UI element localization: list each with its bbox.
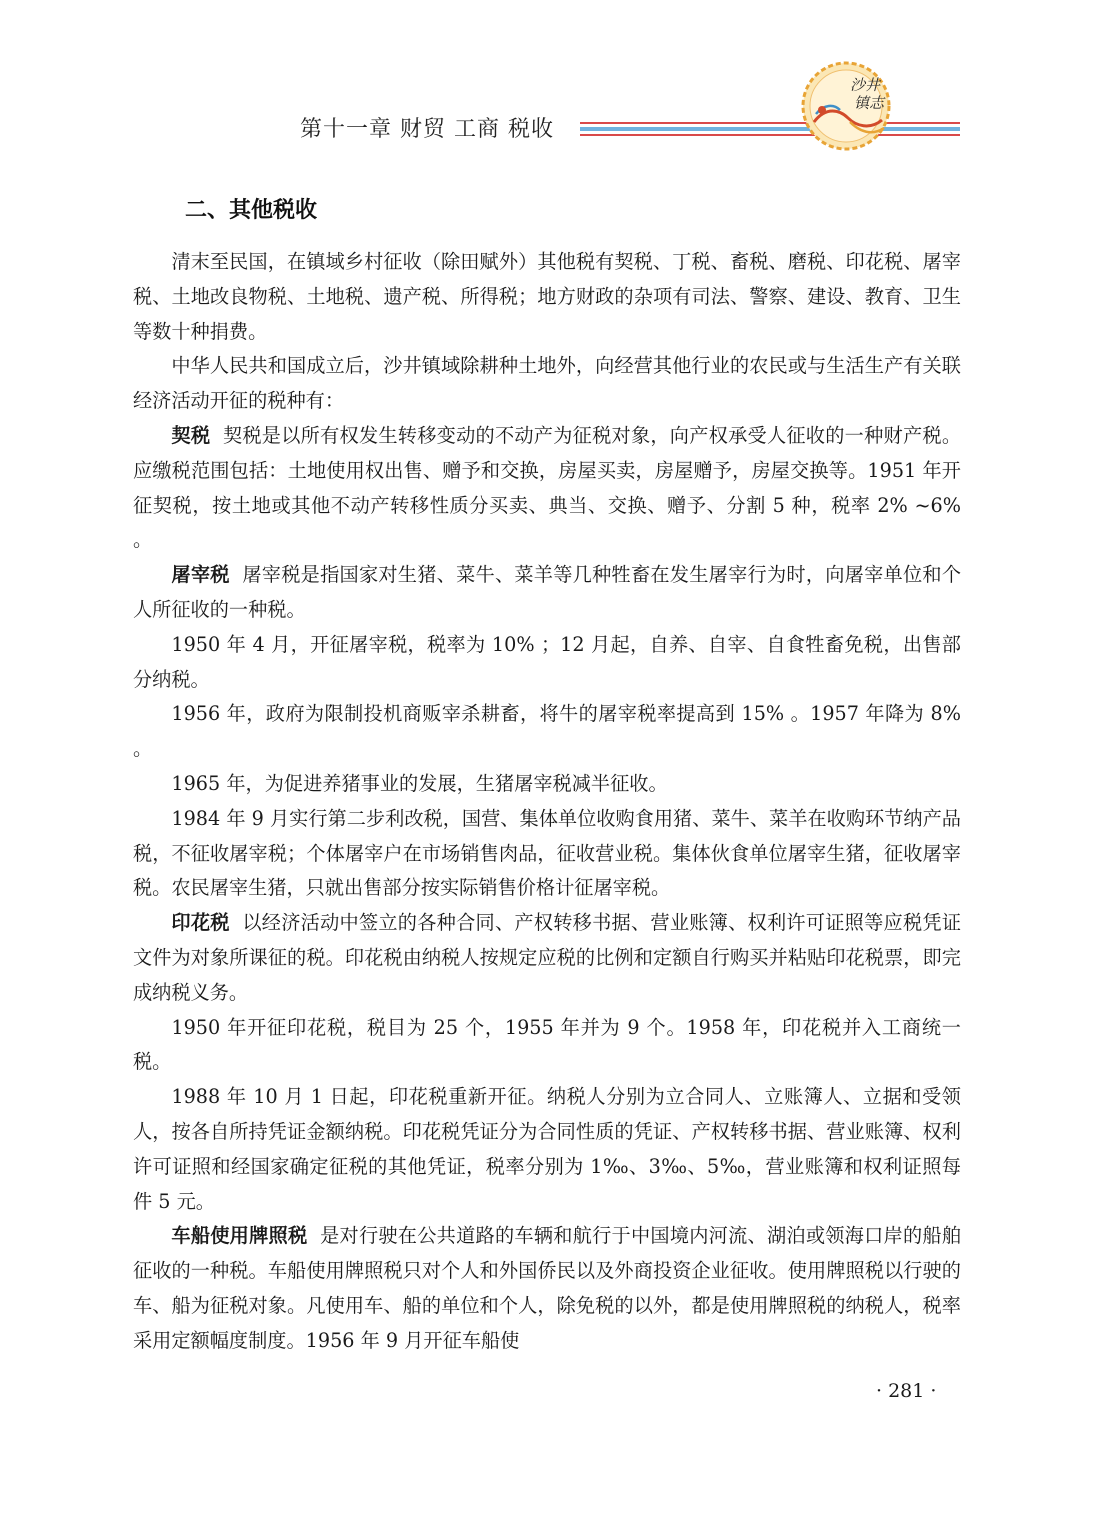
- header-rule-red-top: [580, 122, 960, 124]
- paragraph: [133, 767, 961, 802]
- paragraph: [133, 697, 961, 767]
- paragraph-text: 清末至民国，在镇域乡村征收（除田赋外）其他税有契税、丁税、畜税、磨税、印花税、屠宰税、土地改良物税、土地税、遗产税、所得税；地方财政的杂项有司法、警察、建设、教育、卫生等数十种捐费。: [133, 250, 961, 343]
- paragraph: [133, 628, 961, 698]
- paragraph-text: 1965 年，为促进养猪事业的发展，生猪屠宰税减半征收。: [171, 771, 668, 795]
- paragraph: [133, 245, 961, 349]
- svg-text:镇志: 镇志: [854, 94, 885, 112]
- paragraph-text: 中华人民共和国成立后，沙井镇域除耕种土地外，向经营其他行业的农民或与生活生产有关联经济活动开征的税种有：: [133, 354, 961, 413]
- header-rule-blue: [580, 127, 960, 131]
- paragraph-slaughter-tax: [133, 558, 961, 628]
- paragraph-text: 屠宰税是指国家对生猪、菜牛、菜羊等几种牲畜在发生屠宰行为时，向屠宰单位和个人所征收的一种税。: [133, 563, 962, 621]
- paragraph-text: 以经济活动中签立的各种合同、产权转移书据、营业账簿、权利许可证照等应税凭证文件为对象所课征的税。印花税由纳税人按规定应税的比例和定额自行购买并粘贴印花税票，即完成纳税义务。: [133, 911, 962, 1004]
- paragraph-text: 契税是以所有权发生转移变动的不动产为征税对象，向产权承受人征收的一种财产税。应缴税范围包括：土地使用权出售、赠予和交换，房屋买卖，房屋赠予，房屋交换等。1951 年开征契税，按土地或其他不动产转移性质分买卖、典当、交换、赠予、分割 5 种，税率 2% ~6% 。: [133, 423, 962, 552]
- page-number: · 281 ·: [876, 1380, 937, 1402]
- paragraph-text: 1956 年，政府为限制投机商贩宰杀耕畜，将牛的屠宰税率提高到 15% 。1957 年降为 8% 。: [133, 702, 961, 761]
- svg-text:沙井: 沙井: [850, 76, 881, 94]
- term-heading: 印花税: [171, 911, 230, 935]
- book-logo-seal: [800, 60, 892, 152]
- paragraph-deed-tax: [133, 419, 961, 558]
- header-rule-red-bottom: [580, 134, 960, 136]
- paragraph-stamp-tax: [133, 906, 961, 1010]
- section-heading: 二、其他税收: [185, 198, 318, 223]
- term-heading: 车船使用牌照税: [171, 1224, 308, 1248]
- chapter-title: 第十一章 财贸 工商 税收: [300, 117, 554, 142]
- body-text: [133, 245, 961, 1359]
- paragraph: [133, 349, 961, 419]
- term-heading: 契税: [171, 423, 211, 447]
- term-heading: 屠宰税: [171, 563, 230, 587]
- paragraph-vehicle-tax: [133, 1219, 961, 1358]
- paragraph-text: 1988 年 10 月 1 日起，印花税重新开征。纳税人分别为立合同人、立账簿人、立据和受领人，按各自所持凭证金额纳税。印花税凭证分为合同性质的凭证、产权转移书据、营业账簿、权利许可证照和经国家确定征税的其他凭证，税率分别为 1‰、3‰、5‰，营业账簿和权利证照每件 5 元。: [133, 1085, 961, 1213]
- paragraph-text: 1950 年 4 月，开征屠宰税，税率为 10% ；12 月起，自养、自宰、自食牲畜免税，出售部分纳税。: [133, 632, 961, 691]
- phoenix-seal-icon: [800, 60, 892, 152]
- paragraph-text: 1984 年 9 月实行第二步利改税，国营、集体单位收购食用猪、菜牛、菜羊在收购环节纳产品税，不征收屠宰税；个体屠宰户在市场销售肉品，征收营业税。集体伙食单位屠宰生猪，征收屠宰税。农民屠宰生猪，只就出售部分按实际销售价格计征屠宰税。: [133, 806, 961, 900]
- paragraph: [133, 802, 961, 906]
- paragraph-text: 1950 年开征印花税，税目为 25 个，1955 年并为 9 个。1958 年，印花税并入工商统一税。: [133, 1015, 961, 1074]
- paragraph: [133, 1080, 961, 1219]
- paragraph-text: 是对行驶在公共道路的车辆和航行于中国境内河流、湖泊或领海口岸的船舶征收的一种税。车船使用牌照税只对个人和外国侨民以及外商投资企业征收。使用牌照税以行驶的车、船为征税对象。凡使用车、船的单位和个人，除免税的以外，都是使用牌照税的纳税人，税率采用定额幅度制度。1956 年 9 月开征车船使: [133, 1224, 962, 1352]
- paragraph: [133, 1011, 961, 1081]
